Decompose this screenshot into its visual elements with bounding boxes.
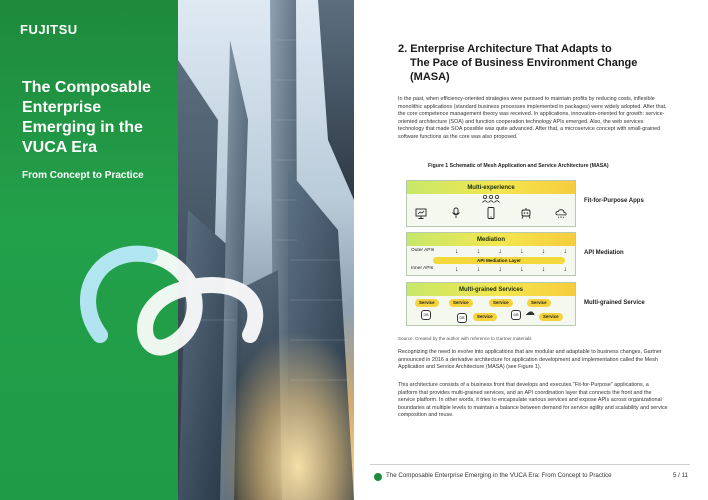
arrow-down-icon: ↓: [455, 266, 459, 273]
arrow-down-icon: ↓: [541, 266, 546, 273]
service-pill: Service: [449, 299, 473, 307]
arrow-down-icon: ↓: [455, 248, 459, 255]
presentation-icon: [415, 207, 427, 219]
outer-api-arrows: [455, 247, 567, 256]
service-pill: Service: [539, 313, 563, 321]
cover-subtitle: From Concept to Practice: [22, 170, 144, 181]
layer-label-multi-grained: Multi-grained Service: [584, 300, 645, 306]
fujitsu-logo: FUJITSU: [20, 22, 78, 37]
inner-api-arrows: [455, 265, 567, 274]
layer-label-fit-for-purpose: Fit-for-Purpose Apps: [584, 198, 644, 204]
arrow-down-icon: ↓: [563, 248, 567, 255]
section-title-line2: The Pace of Business Environment Change: [410, 57, 638, 69]
database-icon: DB: [457, 313, 467, 323]
infinity-loop-graphic: [60, 185, 280, 405]
service-pill: Service: [489, 299, 513, 307]
layer-mediation: [406, 232, 576, 276]
footer-divider: [370, 464, 690, 465]
outer-apis-row: [407, 247, 575, 256]
arrow-down-icon: ↓: [476, 248, 481, 255]
robot-icon: [520, 207, 532, 219]
arrow-down-icon: ↓: [520, 248, 524, 255]
footer-bullet-icon: [374, 473, 382, 481]
content-page: [354, 0, 708, 500]
layer-multi-experience: [406, 180, 576, 227]
figure-source: Source: Created by the author with reference to Gartner materials: [398, 336, 532, 341]
arrow-down-icon: ↓: [520, 266, 524, 273]
paragraph-gartner: Recognizing the need to evolve into applications that are modular and adaptable to business changes, Gartner announced in 2016 a derivative architecture for application development and implementation called the Mesh Application and Service Architecture (MASA) (see Figure 1).: [398, 349, 662, 371]
section-title-line1: 2. Enterprise Architecture That Adapts to: [398, 43, 612, 55]
people-icon: [407, 195, 575, 205]
page-footer: [354, 464, 708, 500]
arrow-down-icon: ↓: [563, 266, 567, 273]
inner-apis-label: Inner APIs: [411, 266, 434, 271]
device-icons-row: [415, 207, 567, 219]
section-title: [398, 42, 688, 84]
cloud-icon: [555, 207, 567, 219]
layer-multi-experience-title: Multi-experience: [407, 181, 575, 194]
figure-caption: Figure 1 Schematic of Mesh Application and Service Architecture (MASA): [428, 163, 609, 169]
layer-services-title: Multi-grained Services: [407, 283, 575, 296]
smartphone-icon: [485, 207, 497, 219]
page-number: 5 / 11: [672, 472, 688, 479]
arrow-down-icon: ↓: [541, 248, 546, 255]
paragraph-architecture: This architecture consists of a business front that develops and executes "Fit-for-Purpose" applications, a platform that provides multi-grained services, and an API coordination layer that connects the front and the service platform. In other words, it tries to encapsulate various services and expose APIs across organizational boundaries at multiple levels to maintain a balance between demand for service agility and scalability and service composition and reuse.: [398, 382, 668, 419]
database-icon: DB: [511, 310, 521, 320]
footer-title: The Composable Enterprise Emerging in the VUCA Era: From Concept to Practice: [386, 472, 612, 479]
layer-label-api-mediation: API Mediation: [584, 250, 624, 256]
arrow-down-icon: ↓: [476, 266, 481, 273]
outer-apis-label: Outer APIs: [411, 248, 435, 253]
cover-title: The Composable Enterprise Emerging in the VUCA Era: [22, 79, 151, 156]
paragraph-intro: In the past, when efficiency-oriented strategies were pursued to maintain profits by reducing costs, inflexible monolithic applications (standard business processes implemented in packages) were widely adopted. After that, the core competence management theory was received. In applications, innovation-oriented for growth: service-oriented architecture (SOA) and function cooperation technology APIs emerged. Also, the web services technology that made SOA possible was quite advanced. After that, a microservice concept with small-grained software functions as the core was also proposed.: [398, 96, 667, 140]
service-pill: Service: [527, 299, 551, 307]
cloud-icon: ☁: [525, 307, 535, 318]
section-title-line3: (MASA): [410, 71, 450, 83]
database-icon: DB: [421, 310, 431, 320]
api-mediation-layer-bar: API Mediation Layer: [433, 257, 565, 264]
microphone-icon: [450, 207, 462, 219]
arrow-down-icon: ↓: [498, 266, 502, 273]
arrow-down-icon: ↓: [498, 248, 502, 255]
service-pill: Service: [473, 313, 497, 321]
layer-multi-grained-services: [406, 282, 576, 326]
inner-apis-row: [407, 265, 575, 274]
service-pill: Service: [415, 299, 439, 307]
layer-mediation-title: Mediation: [407, 233, 575, 246]
